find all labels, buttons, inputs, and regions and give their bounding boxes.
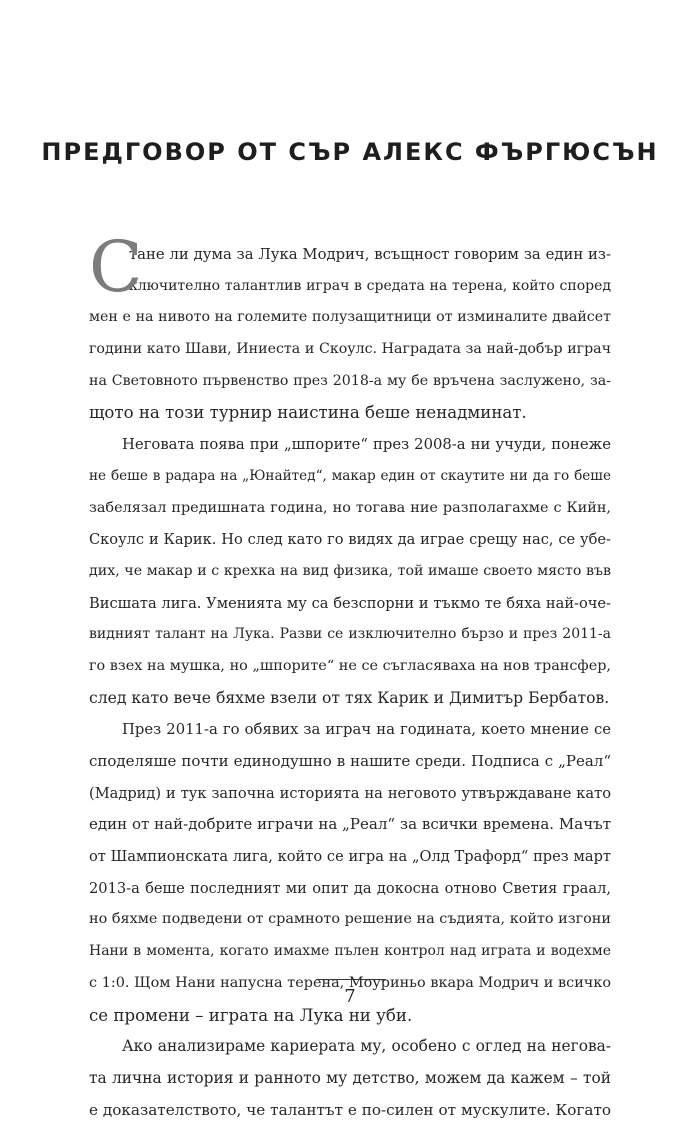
page-title: ПРЕДГОВОР ОТ СЪР АЛЕКС ФЪРГЮСЪН bbox=[41, 138, 659, 166]
text-line: с 1:0. Щом Нани напусна терена, Моуриньо вкара Модрич и всичко bbox=[89, 974, 611, 991]
text-line: го взех на мушка, но „шпорите“ не се съгласяваха на нов трансфер, bbox=[89, 657, 611, 674]
text-line: но бяхме подведени от срамното решение на съдията, който изгони bbox=[89, 911, 611, 928]
text-line: мен е на нивото на големите полузащитници от изминалите двайсет bbox=[89, 309, 611, 326]
text-line: се промени – играта на Лука ни уби. bbox=[89, 1005, 413, 1025]
text-line: Неговата поява при „шпорите“ през 2008-а ни учуди, понеже bbox=[122, 436, 611, 454]
text-line: тане ли дума за Лука Модрич, всъщност говорим за един из- bbox=[129, 246, 611, 263]
drop-cap: С bbox=[89, 226, 143, 308]
text-line: след като вече бяхме взели от тях Карик и Димитър Бербатов. bbox=[89, 688, 610, 707]
text-line: 2013-а беше последният ми опит да докосна отново Светия граал, bbox=[89, 879, 611, 897]
text-line: е доказателството, че талантът е по-силен от мускулите. Когато bbox=[89, 1100, 611, 1119]
text-line: на Световното първенство през 2018-а му бе връчена заслужено, за- bbox=[89, 372, 611, 389]
page-number: 7 bbox=[344, 986, 356, 1007]
text-line: забелязал предишната година, но тогава ние разполагахме с Кийн, bbox=[89, 499, 611, 516]
text-line: не беше в радара на „Юнайтед“, макар един от скаутите ни да го беше bbox=[89, 467, 611, 484]
text-line: ключително талантлив играч в средата на терена, който според bbox=[129, 277, 611, 294]
text-line: щото на този турнир наистина беше ненадминат. bbox=[89, 403, 527, 423]
text-line: (Мадрид) и тук започна историята на неговото утвърждаване като bbox=[89, 784, 611, 802]
text-line: Скоулс и Карик. Но след като го видях да играе срещу нас, се убе- bbox=[89, 531, 611, 549]
text-line: През 2011-а го обявих за играч на годината, което мнение се bbox=[122, 721, 611, 739]
footer-rule bbox=[316, 979, 386, 980]
text-line: Нани в момента, когато имахме пълен контрол над играта и водехме bbox=[89, 943, 611, 960]
text-line: един от най-добрите играчи на „Реал“ за всички времена. Мачът bbox=[89, 815, 611, 834]
text-line: от Шампионската лига, който се игра на „Олд Трафорд“ през март bbox=[89, 848, 611, 866]
text-line: години като Шави, Иниеста и Скоулс. Наградата за най-добър играч bbox=[89, 341, 611, 358]
text-line: дих, че макар и с крехка на вид физика, той имаше своето място във bbox=[89, 562, 611, 579]
text-line: Ако анализираме кариерата му, особено с оглед на негова- bbox=[122, 1037, 611, 1056]
text-line: та лична история и ранното му детство, можем да кажем – той bbox=[89, 1068, 611, 1087]
text-line: видният талант на Лука. Разви се изключително бързо и през 2011-а bbox=[89, 626, 611, 643]
text-line: Висшата лига. Уменията му са безспорни и тъкмо те бяха най-оче- bbox=[89, 594, 611, 612]
text-line: споделяше почти единодушно в нашите среди. Подписа с „Реал“ bbox=[89, 752, 611, 770]
